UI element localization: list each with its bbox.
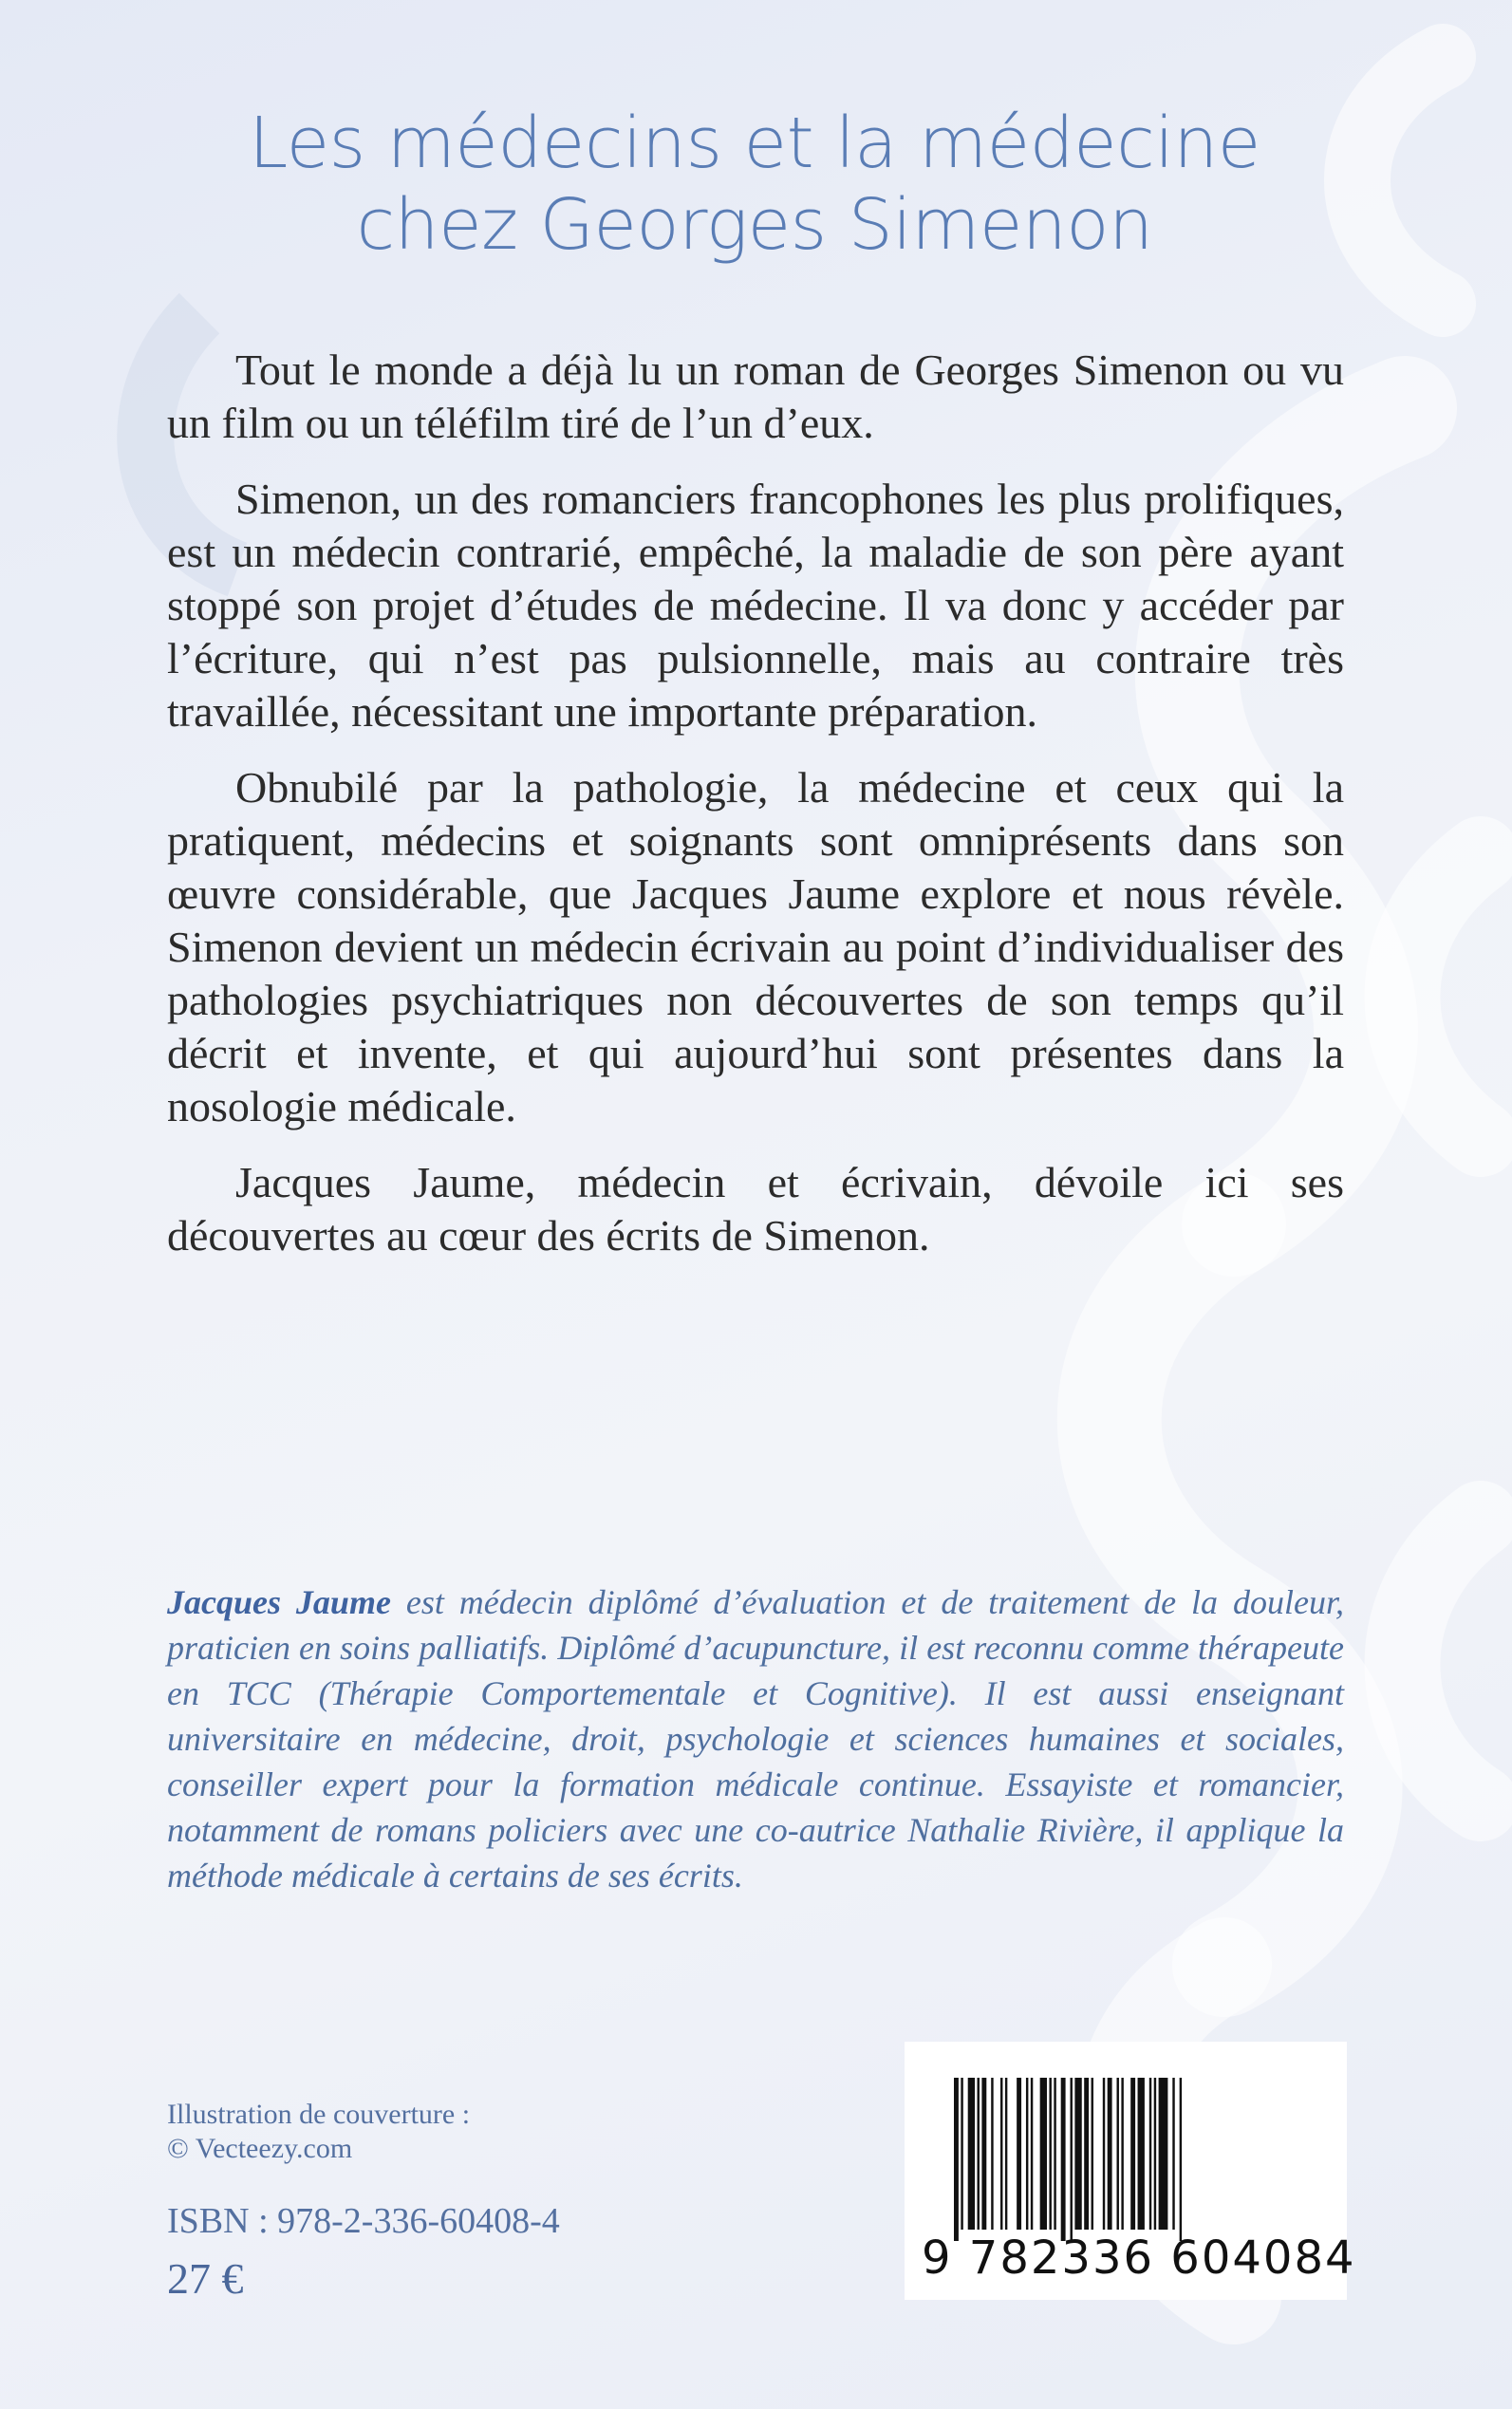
author-biography (167, 1579, 1344, 1898)
isbn: ISBN : 978-2-336-60408-4 (167, 2201, 560, 2241)
barcode-bar (1180, 2078, 1182, 2241)
barcode-bar (1154, 2078, 1156, 2230)
barcode-bar (1017, 2078, 1021, 2230)
book-summary (167, 344, 1344, 1285)
credit-source: © Vecteezy.com (167, 2133, 353, 2164)
barcode-bar (991, 2078, 993, 2230)
barcode-bar (1005, 2078, 1007, 2230)
barcode-bar (968, 2078, 975, 2230)
book-title-line-2: chez Georges Simenon (356, 184, 1153, 266)
barcode-bar (1117, 2078, 1119, 2230)
barcode-bar (1049, 2078, 1051, 2230)
summary-paragraph-2: Simenon, un des romanciers francophones les plus prolifiques, est un médecin contrarié, empêché, la maladie de son père ayant stoppé son projet d’études de médecine. Il va donc y accéder par l’écriture, qui n’est pas pulsionnelle, mais au contraire très travaillée, nécessitant une importante préparation. (167, 475, 1344, 736)
author-bio-text: est médecin diplômé d’évaluation et de traitement de la douleur, praticien en soins palliatifs. Diplômé d’acupuncture, il est reconnu comme thérapeute en TCC (Thérapie Comportementale et Cognitive). Il est aussi enseignant universitaire en médecine, droit, psychologie et sciences humaines et sociales, conseiller expert pour la formation médicale continue. Essayiste et romancier, notamment de romans policiers avec une co-autrice Nathalie Rivière, il applique la méthode médicale à certains de ses écrits. (167, 1583, 1344, 1895)
barcode-bar (1172, 2078, 1174, 2230)
barcode-bar (1074, 2078, 1081, 2230)
barcode-bar (961, 2078, 962, 2230)
barcode-bar (981, 2078, 986, 2230)
barcode-bar (1121, 2078, 1123, 2230)
barcode-bar (1108, 2078, 1112, 2230)
barcode-bar (1084, 2078, 1089, 2230)
barcode-bar (1103, 2078, 1105, 2230)
barcode-bar (978, 2078, 980, 2230)
summary-paragraph-3: Obnubilé par la pathologie, la médecine et ceux qui la pratiquent, médecins et soignants sont omniprésents dans son œuvre considérable, que Jacques Jaume explore et nous révèle. Simenon devient un médecin écrivain au point d’individualiser des pathologies psychiatriques non découvertes de son temps qu’il décrit et invente, et qui aujourd’hui sont présentes dans la nosologie médicale. (167, 763, 1344, 1130)
barcode-digits: 9 782336 604084 (922, 2232, 1356, 2285)
barcode-bar (1149, 2078, 1151, 2230)
summary-paragraph-4: Jacques Jaume, médecin et écrivain, dévoile ici ses découvertes au cœur des écrits de Simenon. (167, 1158, 1344, 1260)
summary-paragraph-1: Tout le monde a déjà lu un roman de Georges Simenon ou vu un film ou un téléfilm tiré de l’un d’eux. (167, 345, 1344, 447)
barcode-bar (1092, 2078, 1093, 2230)
book-title-line-1: Les médecins et la médecine (249, 103, 1260, 184)
barcode-bar (1031, 2078, 1033, 2230)
barcode-bar (1071, 2078, 1073, 2241)
barcode-bar (1040, 2078, 1047, 2230)
price: 27 € (167, 2254, 244, 2303)
barcode-bar (1138, 2078, 1145, 2230)
book-title (133, 103, 1376, 266)
barcode-bar (1130, 2078, 1135, 2230)
barcode-bar (1026, 2078, 1028, 2230)
barcode-bar (1000, 2078, 1002, 2230)
barcode-bar (1061, 2078, 1066, 2241)
credit-label: Illustration de couverture : (167, 2099, 471, 2130)
barcode-bar (1054, 2078, 1055, 2230)
barcode-bar (954, 2078, 959, 2241)
author-name: Jacques Jaume (167, 1583, 391, 1621)
illustration-credits (167, 2098, 737, 2166)
barcode-bars-icon (950, 2078, 1301, 2241)
barcode (905, 2042, 1356, 2300)
barcode-bar (1159, 2078, 1168, 2230)
